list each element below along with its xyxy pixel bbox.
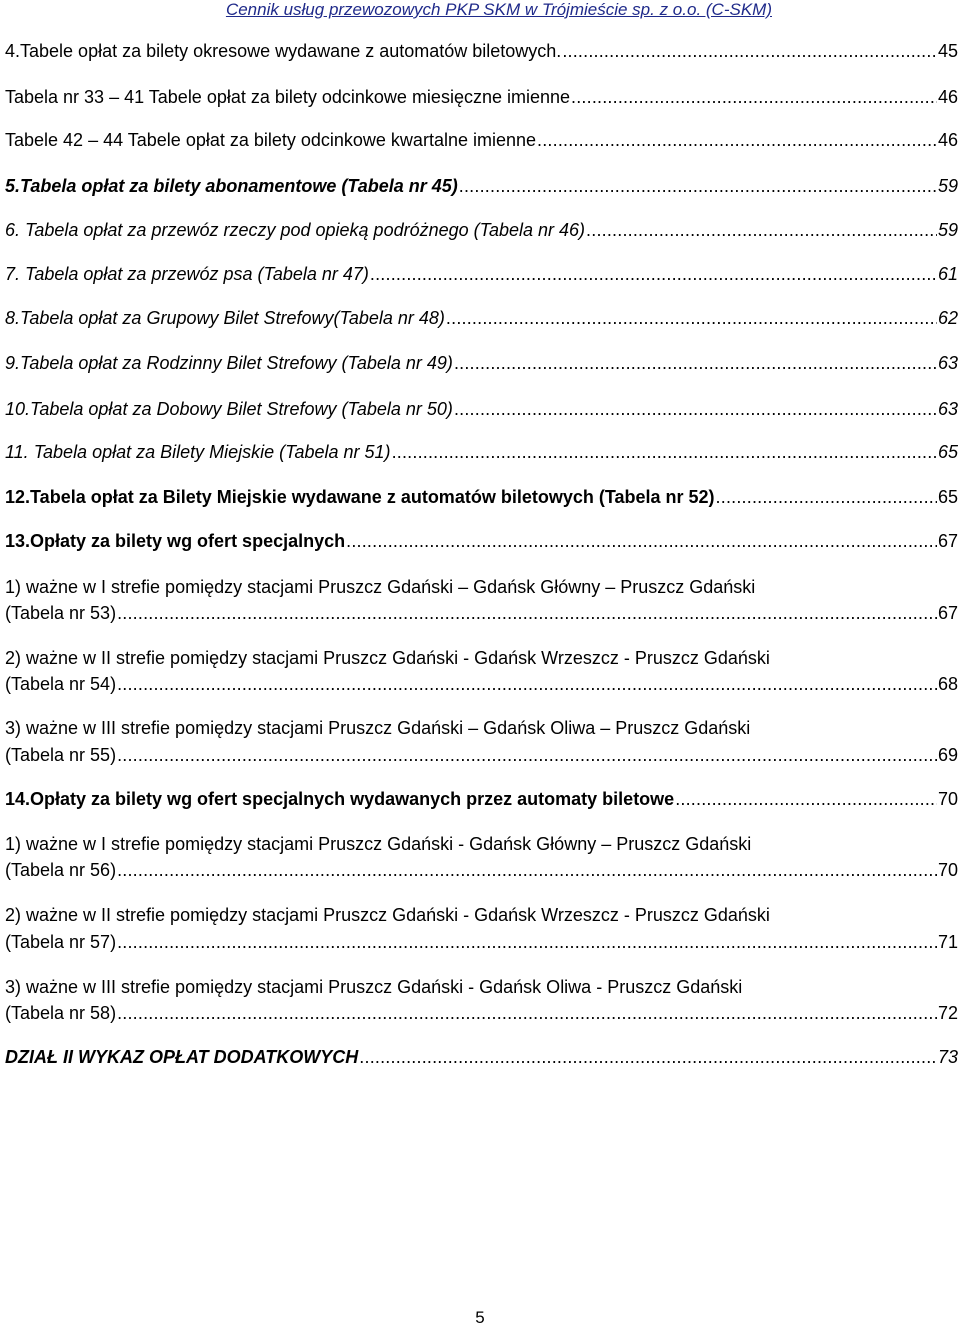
toc-entry-page: 67 xyxy=(937,531,958,551)
toc-leader-dots xyxy=(346,530,937,552)
toc-entry-page: 73 xyxy=(937,1047,958,1067)
toc-entry-page: 61 xyxy=(937,264,958,284)
toc-entry-tables-33-41[interactable] xyxy=(5,86,958,108)
toc-leader-dots xyxy=(454,398,937,420)
toc-entry-13-1[interactable] xyxy=(5,602,958,624)
toc-entry-13-3-line1: 3) ważne w III strefie pomiędzy stacjami Pruszcz Gdański – Gdańsk Oliwa – Pruszcz Gdański xyxy=(5,718,751,738)
toc-leader-dots xyxy=(675,788,937,810)
toc-entry-title: 14.Opłaty za bilety wg ofert specjalnych wydawanych przez automaty biletowe xyxy=(5,789,675,809)
toc-leader-dots xyxy=(454,352,937,374)
toc-leader-dots xyxy=(392,441,937,463)
toc-entry-page: 59 xyxy=(937,220,958,240)
toc-leader-dots xyxy=(370,263,937,285)
toc-entry-title: 11. Tabela opłat za Bilety Miejskie (Tabela nr 51) xyxy=(5,442,391,462)
toc-leader-dots xyxy=(117,931,937,953)
document-header: Cennik usług przewozowych PKP SKM w Trójmieście sp. z o.o. (C-SKM) xyxy=(225,0,772,19)
toc-entry-14[interactable] xyxy=(5,788,958,810)
toc-entry-13-2-line1: 2) ważne w II strefie pomiędzy stacjami Pruszcz Gdański - Gdańsk Wrzeszcz - Pruszcz Gdański xyxy=(5,648,770,668)
toc-entry-dzial-2[interactable] xyxy=(5,1046,958,1068)
toc-entry-11[interactable] xyxy=(5,441,958,463)
toc-entry-page: 65 xyxy=(937,442,958,462)
toc-entry-page: 46 xyxy=(937,87,958,107)
toc-entry-14-1[interactable] xyxy=(5,859,958,881)
toc-entry-title: DZIAŁ II WYKAZ OPŁAT DODATKOWYCH xyxy=(5,1047,359,1067)
toc-leader-dots xyxy=(359,1046,937,1068)
toc-leader-dots xyxy=(117,602,937,624)
toc-entry-title: (Tabela nr 53) xyxy=(5,603,117,623)
toc-leader-dots xyxy=(537,129,937,151)
toc-entry-page: 46 xyxy=(937,130,958,150)
toc-entry-page: 65 xyxy=(937,487,958,507)
toc-entry-12[interactable] xyxy=(5,486,958,508)
toc-entry-14-3-line1: 3) ważne w III strefie pomiędzy stacjami Pruszcz Gdański - Gdańsk Oliwa - Pruszcz Gdański xyxy=(5,977,743,997)
toc-entry-title: 13.Opłaty za bilety wg ofert specjalnych xyxy=(5,531,346,551)
toc-entry-title: Tabela nr 33 – 41 Tabele opłat za bilety odcinkowe miesięczne imienne xyxy=(5,87,571,107)
toc-entry-page: 67 xyxy=(937,603,958,623)
toc-entry-14-3[interactable] xyxy=(5,1002,958,1024)
toc-entry-13-3[interactable] xyxy=(5,744,958,766)
toc-entry-10[interactable] xyxy=(5,398,958,420)
toc-entry-page: 62 xyxy=(937,308,958,328)
toc-entry-title: 4.Tabele opłat za bilety okresowe wydawane z automatów biletowych. xyxy=(5,41,562,61)
toc-leader-dots xyxy=(562,40,937,62)
toc-entry-14-1-line1: 1) ważne w I strefie pomiędzy stacjami Pruszcz Gdański - Gdańsk Główny – Pruszcz Gdański xyxy=(5,834,752,854)
toc-leader-dots xyxy=(586,219,937,241)
toc-entry-title: (Tabela nr 57) xyxy=(5,932,117,952)
toc-entry-page: 71 xyxy=(937,932,958,952)
toc-entry-title: Tabele 42 – 44 Tabele opłat za bilety odcinkowe kwartalne imienne xyxy=(5,130,537,150)
toc-entry-page: 72 xyxy=(937,1003,958,1023)
toc-entry-14-2-line1: 2) ważne w II strefie pomiędzy stacjami Pruszcz Gdański - Gdańsk Wrzeszcz - Pruszcz Gdański xyxy=(5,905,770,925)
toc-entry-title: 8.Tabela opłat za Grupowy Bilet Strefowy(Tabela nr 48) xyxy=(5,308,445,328)
toc-entry-page: 69 xyxy=(937,745,958,765)
toc-entry-title: 5.Tabela opłat za bilety abonamentowe (Tabela nr 45) xyxy=(5,176,458,196)
toc-leader-dots xyxy=(117,673,937,695)
toc-entry-7[interactable] xyxy=(5,263,958,285)
toc-entry-8[interactable] xyxy=(5,307,958,329)
toc-entry-page: 59 xyxy=(937,176,958,196)
toc-entry-title: 12.Tabela opłat za Bilety Miejskie wydawane z automatów biletowych (Tabela nr 52) xyxy=(5,487,715,507)
toc-entry-page: 68 xyxy=(937,674,958,694)
toc-entry-title: 10.Tabela opłat za Dobowy Bilet Strefowy (Tabela nr 50) xyxy=(5,399,453,419)
toc-entry-page: 45 xyxy=(937,41,958,61)
toc-entry-title: (Tabela nr 56) xyxy=(5,860,117,880)
toc-entry-title: (Tabela nr 55) xyxy=(5,745,117,765)
toc-entry-page: 70 xyxy=(937,860,958,880)
toc-leader-dots xyxy=(117,859,937,881)
toc-entry-6[interactable] xyxy=(5,219,958,241)
toc-entry-4[interactable] xyxy=(5,40,958,62)
toc-entry-title: 9.Tabela opłat za Rodzinny Bilet Strefowy (Tabela nr 49) xyxy=(5,353,453,373)
toc-entry-title: (Tabela nr 54) xyxy=(5,674,117,694)
toc-leader-dots xyxy=(459,175,937,197)
toc-leader-dots xyxy=(716,486,937,508)
toc-entry-13-2[interactable] xyxy=(5,673,958,695)
toc-leader-dots xyxy=(446,307,937,329)
toc-entry-5[interactable] xyxy=(5,175,958,197)
toc-entry-page: 63 xyxy=(937,399,958,419)
toc-entry-title: (Tabela nr 58) xyxy=(5,1003,117,1023)
toc-entry-page: 70 xyxy=(937,789,958,809)
page-number: 5 xyxy=(475,1308,485,1327)
toc-entry-page: 63 xyxy=(937,353,958,373)
toc-leader-dots xyxy=(117,744,937,766)
toc-entry-13-1-line1: 1) ważne w I strefie pomiędzy stacjami Pruszcz Gdański – Gdańsk Główny – Pruszcz Gdański xyxy=(5,577,756,597)
toc-entry-14-2[interactable] xyxy=(5,931,958,953)
toc-entry-9[interactable] xyxy=(5,352,958,374)
toc-leader-dots xyxy=(117,1002,937,1024)
toc-entry-tables-42-44[interactable] xyxy=(5,129,958,151)
toc-entry-title: 6. Tabela opłat za przewóz rzeczy pod opieką podróżnego (Tabela nr 46) xyxy=(5,220,586,240)
toc-leader-dots xyxy=(571,86,937,108)
toc-entry-title: 7. Tabela opłat za przewóz psa (Tabela nr 47) xyxy=(5,264,369,284)
toc-entry-13[interactable] xyxy=(5,530,958,552)
